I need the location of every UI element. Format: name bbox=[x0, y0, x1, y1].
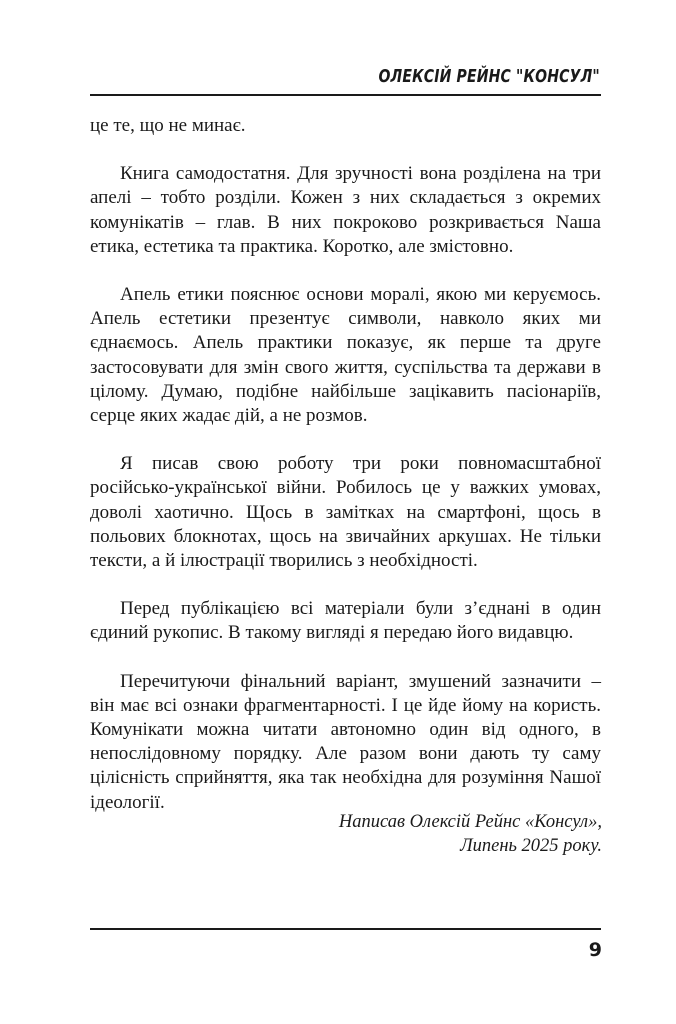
paragraph: Перед публікацією всі матеріали були з’єднані в один єдиний рукопис. В такому вигляді я передаю його видавцю. bbox=[90, 598, 601, 644]
page-number: 9 bbox=[588, 939, 602, 961]
header-rule bbox=[90, 94, 601, 96]
signature-author: Написав Олексій Рейнс «Консул», bbox=[338, 812, 602, 832]
paragraph: Апель етики пояснює основи моралі, якою ми керуємось. Апель естетики презентує символи, навколо яких ми єднаємось. Апель практики показує, як перше та друге застосовувати для змін свого життя, суспільства та держави в цілому. Думаю, подібне найбільше зацікавить пасіонаріїв, серце яких жадає дій, а не розмов. bbox=[90, 284, 601, 427]
paragraph: Я писав свою роботу три роки повномасштабної російсько-української війни. Робилось це у важких умовах, доволі хаотично. Щось в замітках на смартфоні, щось в польових блокнотах, щось на звичайних аркушах. Не тільки тексти, а й ілюстрації творились з необхідності. bbox=[90, 453, 601, 572]
running-header-title: ОЛЕКСІЙ РЕЙНС "КОНСУЛ" bbox=[378, 66, 600, 87]
paragraph: Книга самодостатня. Для зручності вона розділена на три апелі – тобто розділи. Кожен з них складається з окремих комунікатів – глав. В них покроково розкривається Nаша етика, естетика та практика. Коротко, але змістовно. bbox=[90, 163, 601, 257]
signature-date: Липень 2025 року. bbox=[460, 836, 602, 856]
body-text bbox=[90, 114, 601, 839]
signature bbox=[339, 810, 602, 858]
footer-rule bbox=[90, 928, 601, 930]
paragraph-continuation: це те, що не минає. bbox=[90, 115, 246, 136]
paragraph: Перечитуючи фінальний варіант, змушений зазначити – він має всі ознаки фрагментарності. І це йде йому на користь. Комунікати можна читати автономно один від одного, в непослідовному порядку. Але разом вони дають ту саму цілісність сприйняття, яка так необхідна для розуміння Nашої ідеології. bbox=[90, 670, 601, 813]
